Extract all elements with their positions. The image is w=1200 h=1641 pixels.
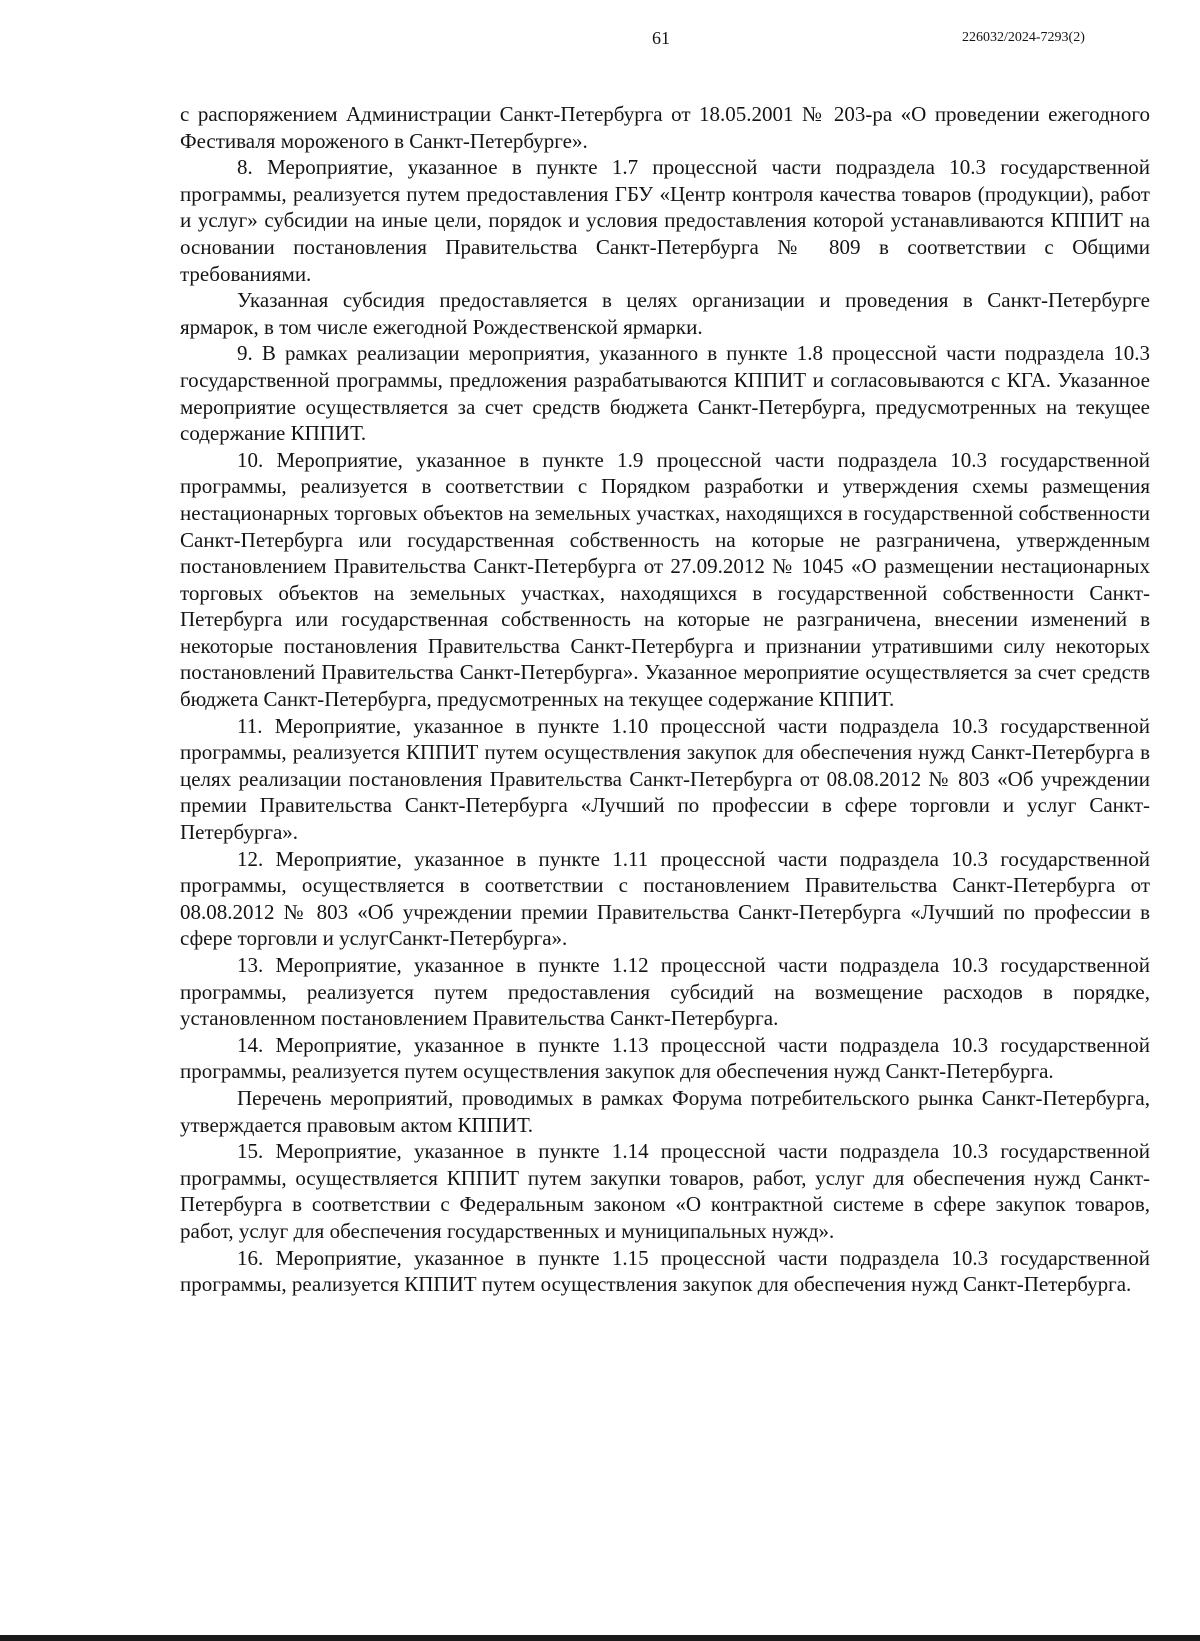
paragraph-item-14: 14. Мероприятие, указанное в пункте 1.13 процессной части подраздела 10.3 государственной программы, реализуется путем осуществления закупок для обеспечения нужд Санкт-Петербурга. xyxy=(180,1032,1150,1084)
paragraph-item-10: 10. Мероприятие, указанное в пункте 1.9 процессной части подраздела 10.3 государственной программы, реализуется в соответствии с Порядком разработки и утверждения схемы размещения нестационарных торговых объектов на земельных участках, находящихся в государственной собственности Санкт-Петербурга или государственная собственность на которые не разграничена, утвержденным постановлением Правительства Санкт-Петербурга от 27.09.2012 № 1045 «О размещении нестационарных торговых объектов на земельных участках, находящихся в государственной собственности Санкт-Петербурга или государственная собственность на которые не разграничена, внесении изменений в некоторые постановления Правительства Санкт-Петербурга и признании утратившими силу некоторых постановлений Правительства Санкт-Петербурга». Указанное мероприятие осуществляется за счет средств бюджета Санкт-Петербурга, предусмотренных на текущее содержание КППИТ. xyxy=(180,447,1150,712)
scan-bottom-edge xyxy=(0,1635,1200,1641)
paragraph-item-15: 15. Мероприятие, указанное в пункте 1.14 процессной части подраздела 10.3 государственной программы, осуществляется КППИТ путем закупки товаров, работ, услуг для обеспечения нужд Санкт-Петербурга в соответствии с Федеральным законом «О контрактной системе в сфере закупок товаров, работ, услуг для обеспечения государственных и муниципальных нужд». xyxy=(180,1139,1150,1243)
paragraph-item-8: 8. Мероприятие, указанное в пункте 1.7 процессной части подраздела 10.3 государственной программы, реализуется путем предоставления ГБУ «Центр контроля качества товаров (продукции), работ и услуг» субсидии на иные цели, порядок и условия предоставления которой устанавливаются КППИТ на основании постановления Правительства Санкт-Петербурга № 809 в соответствии с Общими требованиями. xyxy=(180,155,1150,286)
paragraph-item-12: 12. Мероприятие, указанное в пункте 1.11 процессной части подраздела 10.3 государственной программы, осуществляется в соответствии с постановлением Правительства Санкт-Петербурга от 08.08.2012 № 803 «Об учреждении премии Правительства Санкт-Петербурга «Лучший по профессии в сфере торговли и услугСанкт-Петербурга». xyxy=(180,846,1150,951)
paragraph-item-16: 16. Мероприятие, указанное в пункте 1.15 процессной части подраздела 10.3 государственной программы, реализуется КППИТ путем осуществления закупок для обеспечения нужд Санкт-Петербурга. xyxy=(180,1245,1150,1297)
paragraph-continuation: с распоряжением Администрации Санкт-Петербурга от 18.05.2001 № 203-ра «О проведении ежегодного Фестиваля мороженого в Санкт-Петербурге». xyxy=(180,102,1150,153)
page-number: 61 xyxy=(652,28,670,48)
document-id: 226032/2024-7293(2) xyxy=(962,30,1085,45)
paragraph-item-11: 11. Мероприятие, указанное в пункте 1.10 процессной части подраздела 10.3 государственной программы, реализуется КППИТ путем осуществления закупок для обеспечения нужд Санкт-Петербурга в целях реализации постановления Правительства Санкт-Петербурга от 08.08.2012 № 803 «Об учреждении премии Правительства Санкт-Петербурга «Лучший по профессии в сфере торговли и услуг Санкт-Петербурга». xyxy=(180,713,1150,845)
paragraph-subsidy-purpose: Указанная субсидия предоставляется в целях организации и проведения в Санкт-Петербурге ярмарок, в том числе ежегодной Рождественской ярмарки. xyxy=(180,288,1150,339)
paragraph-forum-list: Перечень мероприятий, проводимых в рамках Форума потребительского рынка Санкт-Петербурга, утверждается правовым актом КППИТ. xyxy=(180,1085,1150,1137)
paragraph-item-13: 13. Мероприятие, указанное в пункте 1.12 процессной части подраздела 10.3 государственной программы, реализуется путем предоставления субсидий на возмещение расходов в порядке, установленном постановлением Правительства Санкт-Петербурга. xyxy=(180,953,1150,1031)
document-body xyxy=(180,101,1150,1298)
paragraph-item-9: 9. В рамках реализации мероприятия, указанного в пункте 1.8 процессной части подраздела 10.3 государственной программы, предложения разрабатываются КППИТ и согласовываются с КГА. Указанное мероприятие осуществляется за счет средств бюджета Санкт-Петербурга, предусмотренных на текущее содержание КППИТ. xyxy=(180,341,1150,446)
